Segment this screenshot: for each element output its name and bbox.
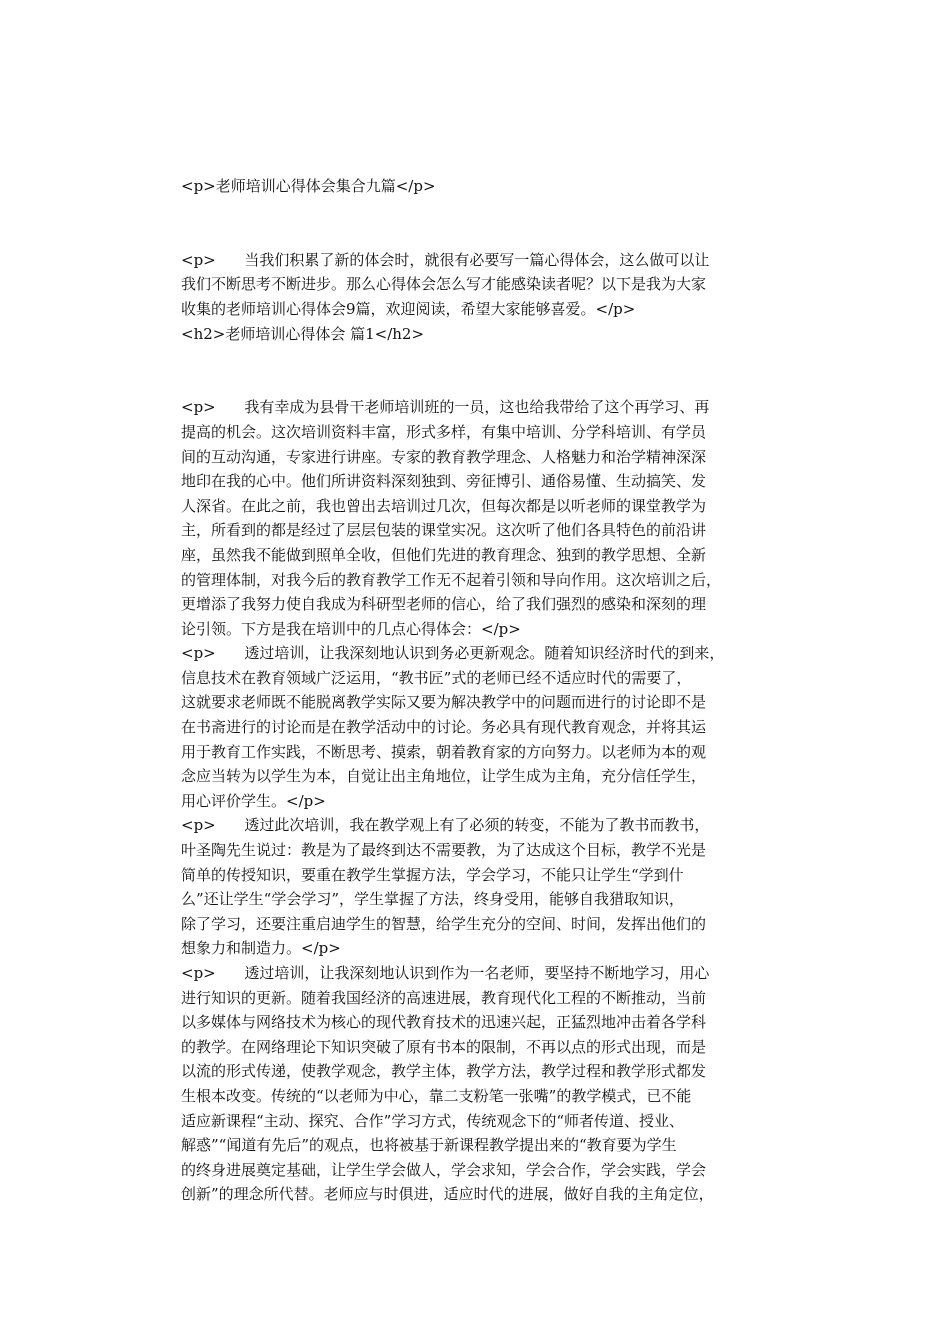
paragraph-line: <p> 我有幸成为县骨干老师培训班的一员，这也给我带给了这个再学习、再	[181, 398, 710, 417]
paragraph-line: 用心评价学生。</p>	[181, 791, 326, 810]
paragraph-line: 除了学习，还要注重启迪学生的智慧，给学生充分的空间、时间，发挥出他们的	[181, 914, 707, 933]
paragraph-line: 在书斋进行的讨论而是在教学活动中的讨论。务必具有现代教育观念，并将其运	[181, 718, 707, 737]
paragraph-line: 叶圣陶先生说过：教是为了最终到达不需要教，为了达成这个目标，教学不光是	[181, 841, 707, 860]
spacer	[181, 199, 781, 248]
paragraph-line: 收集的老师培训心得体会9篇，欢迎阅读，希望大家能够喜爱。</p>	[181, 299, 636, 318]
paragraph-line: 的管理体制，对我今后的教育教学工作无不起着引领和导向作用。这次培训之后，	[181, 570, 722, 589]
paragraph-line: 简单的传授知识，要重在教学生掌握方法，学会学习，不能只让学生“学到什	[181, 865, 684, 884]
paragraph-line: <p> 透过培训，让我深刻地认识到务必更新观念。随着知识经济时代的到来，	[181, 644, 725, 663]
paragraph-line: 提高的机会。这次培训资料丰富，形式多样，有集中培训、分学科培训、有学员	[181, 422, 707, 441]
document-body	[181, 174, 781, 1207]
paragraph-3	[181, 813, 781, 961]
paragraph-line: 间的互动沟通，专家进行讲座。专家的教育教学理念、人格魅力和治学精神深深	[181, 447, 707, 466]
paragraph-line: 念应当转为以学生为本，自觉让出主角地位，让学生成为主角，充分信任学生，	[181, 767, 707, 786]
paragraph-line: 的终身进展奠定基础，让学生学会做人，学会求知，学会合作，学会实践，学会	[181, 1160, 707, 1179]
paragraph-line: 进行知识的更新。随着我国经济的高速进展，教育现代化工程的不断推动，当前	[181, 988, 707, 1007]
intro-paragraph	[181, 248, 781, 322]
paragraph-line: 我们不断思考不断进步。那么心得体会怎么写才能感染读者呢？以下是我为大家	[181, 275, 707, 294]
paragraph-line: 生根本改变。传统的“以老师为中心，靠二支粉笔一张嘴”的教学模式，已不能	[181, 1086, 692, 1105]
paragraph-line: 信息技术在教育领域广泛运用，“教书匠”式的老师已经不适应时代的需要了，	[181, 668, 692, 687]
paragraph-line: <p> 透过此次培训，我在教学观上有了必须的转变，不能为了教书而教书，	[181, 816, 710, 835]
paragraph-line: 么”还让学生“学会学习”，学生掌握了方法，终身受用，能够自我猎取知识，	[181, 890, 685, 909]
document-title: <p>老师培训心得体会集合九篇</p>	[181, 177, 436, 195]
paragraph-2	[181, 641, 781, 813]
paragraph-line: 论引领。下方是我在培训中的几点心得体会：</p>	[181, 619, 521, 638]
paragraph-line: <p> 当我们积累了新的体会时，就很有必要写一篇心得体会，这么做可以让	[181, 250, 710, 269]
paragraph-line: 以多媒体与网络技术为核心的现代教育技术的迅速兴起，正猛烈地冲击着各学科	[181, 1013, 707, 1032]
paragraph-line: 想象力和制造力。</p>	[181, 939, 341, 958]
paragraph-line: 用于教育工作实践，不断思考、摸索，朝着教育家的方向努力。以老师为本的观	[181, 742, 707, 761]
paragraph-line: <p> 透过培训，让我深刻地认识到作为一名老师，要坚持不断地学习，用心	[181, 964, 710, 982]
paragraph-line: 以流的形式传递，使教学观念，教学主体，教学方法，教学过程和教学形式都发	[181, 1062, 707, 1081]
spacer	[181, 346, 781, 395]
paragraph-4	[181, 961, 781, 1207]
paragraph-line: 适应新课程“主动、探究、合作”学习方式，传统观念下的“师者传道、授业、	[181, 1111, 685, 1130]
paragraph-line: 地印在我的心中。他们所讲资料深刻独到、旁征博引、通俗易懂、生动搞笑、发	[181, 472, 707, 491]
paragraph-line: 创新”的理念所代替。老师应与时俱进，适应时代的进展，做好自我的主角定位，	[181, 1185, 714, 1204]
paragraph-line: 的教学。在网络理论下知识突破了原有书本的限制，不再以点的形式出现，而是	[181, 1037, 707, 1056]
section-heading: <h2>老师培训心得体会 篇1</h2>	[181, 324, 425, 343]
paragraph-1	[181, 395, 781, 641]
paragraph-line: 主，所看到的都是经过了层层包装的课堂实况。这次听了他们各具特色的前沿讲	[181, 521, 707, 540]
paragraph-line: 解惑”“闻道有先后”的观点，也将被基于新课程教学提出来的“教育要为学生	[181, 1136, 677, 1155]
paragraph-line: 这就要求老师既不能脱离教学实际又要为解决教学中的问题而进行的讨论即不是	[181, 693, 707, 712]
paragraph-line: 更增添了我努力使自我成为科研型老师的信心，给了我们强烈的感染和深刻的理	[181, 595, 707, 614]
paragraph-line: 座，虽然我不能做到照单全收，但他们先进的教育理念、独到的教学思想、全新	[181, 545, 707, 564]
paragraph-line: 人深省。在此之前，我也曾出去培训过几次，但每次都是以听老师的课堂教学为	[181, 496, 707, 515]
